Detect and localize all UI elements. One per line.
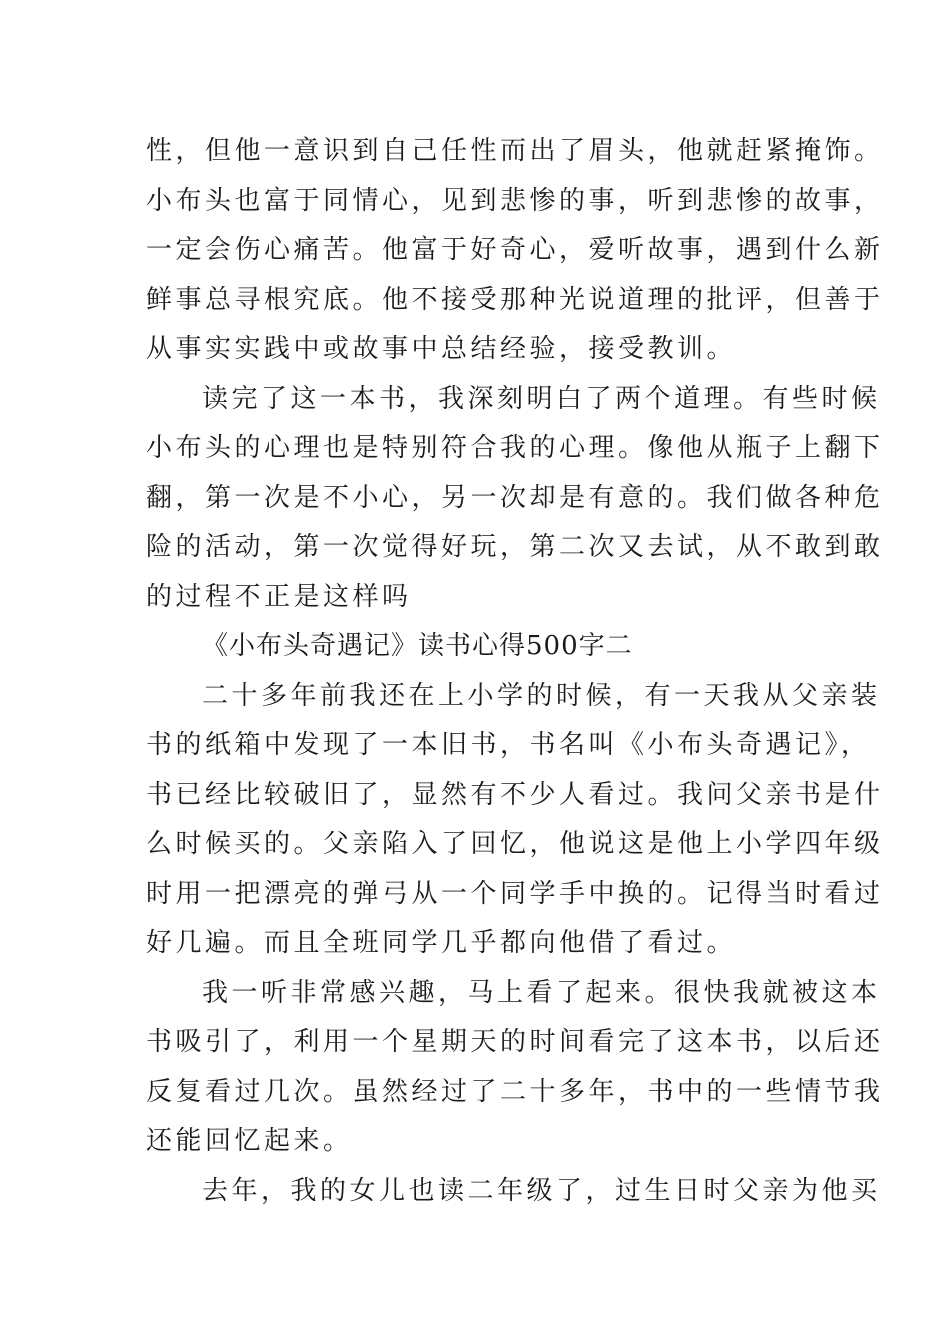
paragraph	[146, 375, 884, 623]
text-line: 翻，第一次是不小心，另一次却是有意的。我们做各种危	[146, 482, 884, 513]
text-line: 读完了这一本书，我深刻明白了两个道理。有些时候	[202, 383, 881, 414]
text-line: 书的纸箱中发现了一本旧书，书名叫《小布头奇遇记》，	[146, 730, 871, 760]
text-line: 还能回忆起来。	[146, 1126, 353, 1156]
paragraph	[146, 672, 884, 969]
text-line: 性，但他一意识到自己任性而出了眉头，他就赶紧掩饰。	[146, 136, 884, 166]
heading-text: 《小布头奇遇记》读书心得500字二	[202, 631, 633, 661]
text-line: 时用一把漂亮的弹弓从一个同学手中换的。记得当时看过	[146, 878, 884, 909]
text-line: 反复看过几次。虽然经过了二十多年，书中的一些情节我	[146, 1076, 884, 1107]
paragraph	[146, 1167, 881, 1217]
text-line: 小布头的心理也是特别符合我的心理。像他从瓶子上翻下	[146, 433, 884, 463]
text-line: 我一听非常感兴趣，马上看了起来。很快我就被这本	[202, 977, 881, 1008]
document-body	[146, 127, 884, 1216]
text-line: 从事实实践中或故事中总结经验，接受教训。	[146, 334, 737, 364]
text-line: 好几遍。而且全班同学几乎都向他借了看过。	[146, 928, 737, 958]
text-line: 去年，我的女儿也读二年级了，过生日时父亲为他买	[202, 1175, 881, 1206]
text-line: 的过程不正是这样吗	[146, 581, 412, 612]
text-line: 么时候买的。父亲陷入了回忆，他说这是他上小学四年级	[146, 829, 884, 859]
text-line: 一定会伤心痛苦。他富于好奇心，爱听故事，遇到什么新	[146, 235, 884, 265]
paragraph	[146, 127, 884, 375]
text-line: 小布头也富于同情心，见到悲惨的事，听到悲惨的故事，	[146, 185, 884, 216]
text-line: 二十多年前我还在上小学的时候，有一天我从父亲装	[202, 680, 881, 711]
text-line: 书吸引了，利用一个星期天的时间看完了这本书，以后还	[146, 1027, 884, 1057]
text-line: 险的活动，第一次觉得好玩，第二次又去试，从不敢到敢	[146, 532, 884, 562]
text-line: 书已经比较破旧了，显然有不少人看过。我问父亲书是什	[146, 779, 884, 810]
text-line: 鲜事总寻根究底。他不接受那种光说道理的批评，但善于	[146, 284, 884, 315]
section-heading	[146, 622, 806, 672]
paragraph	[146, 969, 884, 1167]
